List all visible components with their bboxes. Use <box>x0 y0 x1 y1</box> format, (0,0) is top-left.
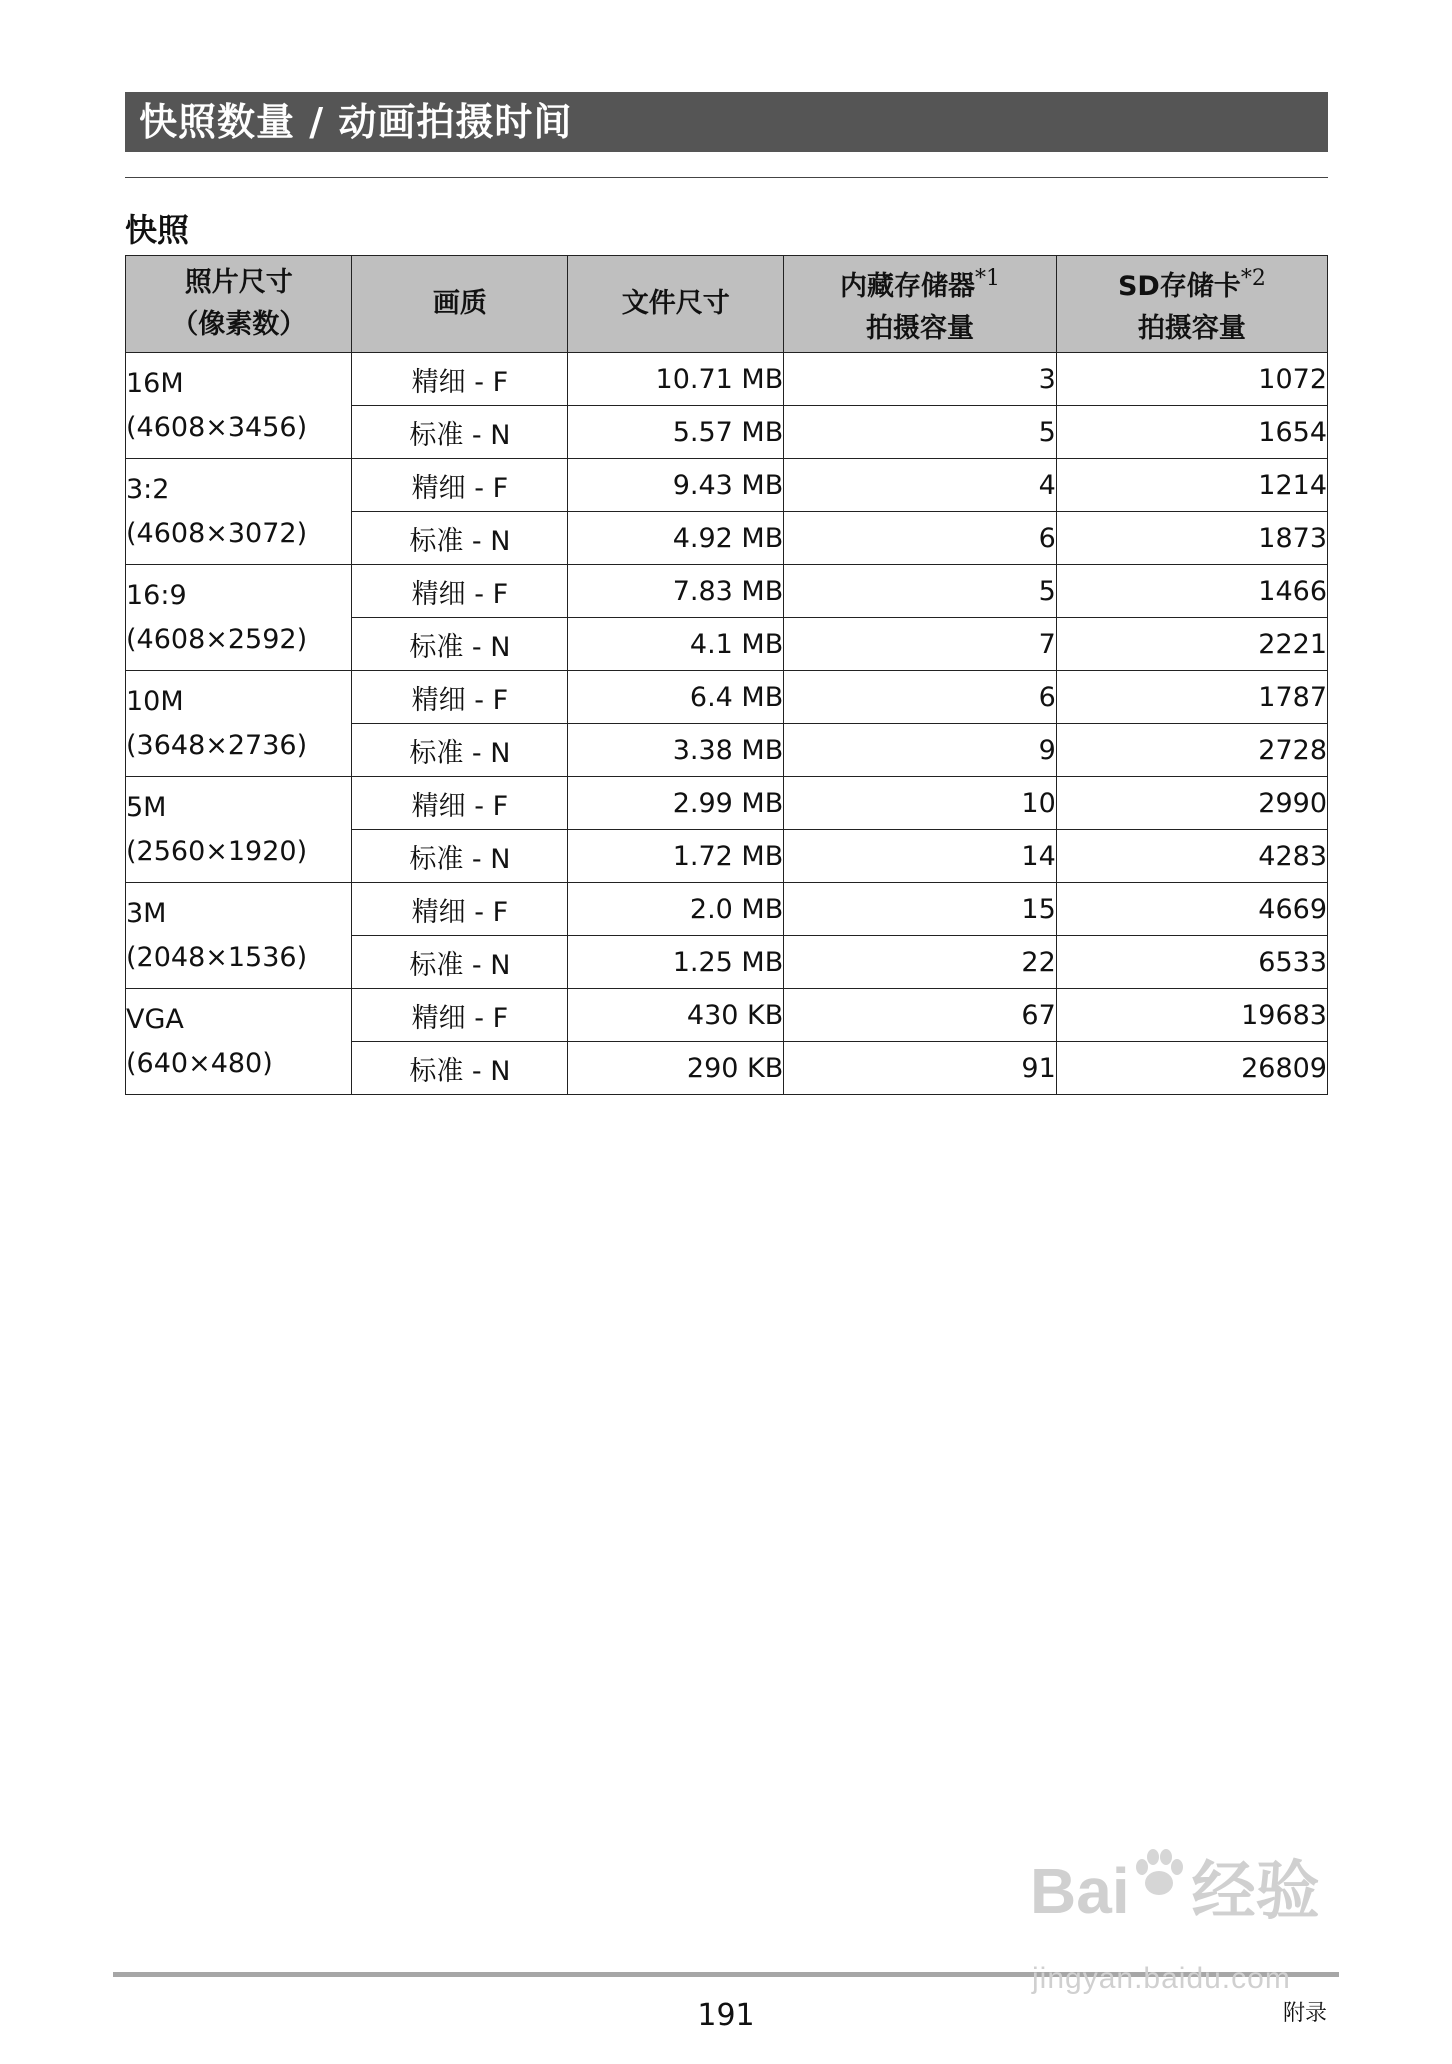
watermark-brand-suffix: 经验 <box>1191 1855 1320 1927</box>
sd-capacity-cell: 1787 <box>1056 671 1327 724</box>
image-size-cell <box>126 565 352 671</box>
page-title: 快照数量 / 动画拍摄时间 <box>125 92 1328 152</box>
sd-capacity-cell: 2221 <box>1056 618 1327 671</box>
quality-cell: 精细 - F <box>352 353 568 406</box>
table-row <box>126 883 1328 936</box>
file-size-cell: 4.1 MB <box>568 618 784 671</box>
sd-capacity-cell: 26809 <box>1056 1042 1327 1095</box>
internal-capacity-cell: 14 <box>784 830 1057 883</box>
header-sd-card <box>1056 256 1327 353</box>
internal-capacity-cell: 22 <box>784 936 1057 989</box>
paw-icon <box>1130 1845 1188 1903</box>
header-internal-memory <box>784 256 1057 353</box>
quality-cell: 标准 - N <box>352 618 568 671</box>
file-size-cell: 1.72 MB <box>568 830 784 883</box>
quality-cell: 精细 - F <box>352 671 568 724</box>
file-size-cell: 4.92 MB <box>568 512 784 565</box>
header-sd-line2: 拍摄容量 <box>1137 313 1246 344</box>
snapshot-capacity-table <box>125 255 1328 1095</box>
watermark-url: jingyan.baidu.com <box>1032 1962 1291 1995</box>
table-row <box>126 459 1328 512</box>
header-image-size <box>126 256 352 353</box>
sd-capacity-cell: 2728 <box>1056 724 1327 777</box>
image-size-pixels: (3648×2736) <box>126 729 308 761</box>
image-size-name: 16M <box>126 367 184 399</box>
file-size-cell: 2.0 MB <box>568 883 784 936</box>
image-size-pixels: (2048×1536) <box>126 941 308 973</box>
table-header-row <box>126 256 1328 353</box>
image-size-name: 5M <box>126 791 167 823</box>
file-size-cell: 6.4 MB <box>568 671 784 724</box>
header-internal-line1: 内藏存储器 <box>840 271 975 302</box>
quality-cell: 标准 - N <box>352 512 568 565</box>
image-size-name: 16:9 <box>126 579 187 611</box>
quality-cell: 精细 - F <box>352 883 568 936</box>
quality-cell: 标准 - N <box>352 936 568 989</box>
image-size-cell <box>126 353 352 459</box>
image-size-name: 3M <box>126 897 167 929</box>
sd-capacity-cell: 4669 <box>1056 883 1327 936</box>
image-size-cell <box>126 777 352 883</box>
footnote-marker-2: *2 <box>1240 266 1266 291</box>
quality-cell: 标准 - N <box>352 830 568 883</box>
internal-capacity-cell: 9 <box>784 724 1057 777</box>
table-row <box>126 353 1328 406</box>
header-quality: 画质 <box>352 256 568 353</box>
internal-capacity-cell: 3 <box>784 353 1057 406</box>
image-size-pixels: (2560×1920) <box>126 835 308 867</box>
file-size-cell: 5.57 MB <box>568 406 784 459</box>
header-sd-line1: SD存储卡 <box>1117 271 1241 302</box>
internal-capacity-cell: 5 <box>784 406 1057 459</box>
image-size-cell <box>126 883 352 989</box>
image-size-cell <box>126 459 352 565</box>
footer-section-label: 附录 <box>1283 2001 1328 2026</box>
watermark-brand: Bai <box>1030 1855 1130 1927</box>
title-divider <box>125 177 1328 178</box>
image-size-name: 10M <box>126 685 184 717</box>
file-size-cell: 10.71 MB <box>568 353 784 406</box>
table-row <box>126 777 1328 830</box>
internal-capacity-cell: 7 <box>784 618 1057 671</box>
file-size-cell: 3.38 MB <box>568 724 784 777</box>
image-size-cell <box>126 989 352 1095</box>
quality-cell: 精细 - F <box>352 989 568 1042</box>
image-size-cell <box>126 671 352 777</box>
internal-capacity-cell: 10 <box>784 777 1057 830</box>
image-size-pixels: (4608×2592) <box>126 623 308 655</box>
footnote-marker-1: *1 <box>975 266 1000 291</box>
internal-capacity-cell: 91 <box>784 1042 1057 1095</box>
sd-capacity-cell: 1654 <box>1056 406 1327 459</box>
quality-cell: 标准 - N <box>352 724 568 777</box>
file-size-cell: 430 KB <box>568 989 784 1042</box>
file-size-cell: 2.99 MB <box>568 777 784 830</box>
image-size-pixels: (640×480) <box>126 1047 273 1079</box>
quality-cell: 标准 - N <box>352 1042 568 1095</box>
file-size-cell: 9.43 MB <box>568 459 784 512</box>
table-row <box>126 989 1328 1042</box>
internal-capacity-cell: 6 <box>784 671 1057 724</box>
quality-cell: 精细 - F <box>352 565 568 618</box>
section-heading: 快照 <box>125 211 190 249</box>
quality-cell: 精细 - F <box>352 459 568 512</box>
table-row <box>126 565 1328 618</box>
sd-capacity-cell: 1873 <box>1056 512 1327 565</box>
sd-capacity-cell: 4283 <box>1056 830 1327 883</box>
image-size-name: VGA <box>126 1003 184 1035</box>
file-size-cell: 7.83 MB <box>568 565 784 618</box>
internal-capacity-cell: 6 <box>784 512 1057 565</box>
image-size-pixels: (4608×3456) <box>126 411 308 443</box>
sd-capacity-cell: 1072 <box>1056 353 1327 406</box>
image-size-name: 3:2 <box>126 473 170 505</box>
header-file-size: 文件尺寸 <box>568 256 784 353</box>
internal-capacity-cell: 5 <box>784 565 1057 618</box>
image-size-pixels: (4608×3072) <box>126 517 308 549</box>
internal-capacity-cell: 4 <box>784 459 1057 512</box>
internal-capacity-cell: 67 <box>784 989 1057 1042</box>
page-number: 191 <box>697 1998 755 2033</box>
header-internal-line2: 拍摄容量 <box>866 313 974 344</box>
quality-cell: 精细 - F <box>352 777 568 830</box>
sd-capacity-cell: 1466 <box>1056 565 1327 618</box>
sd-capacity-cell: 19683 <box>1056 989 1327 1042</box>
sd-capacity-cell: 2990 <box>1056 777 1327 830</box>
quality-cell: 标准 - N <box>352 406 568 459</box>
header-image-size-line2: （像素数） <box>171 309 307 340</box>
sd-capacity-cell: 1214 <box>1056 459 1327 512</box>
internal-capacity-cell: 15 <box>784 883 1057 936</box>
file-size-cell: 1.25 MB <box>568 936 784 989</box>
file-size-cell: 290 KB <box>568 1042 784 1095</box>
sd-capacity-cell: 6533 <box>1056 936 1327 989</box>
header-image-size-line1: 照片尺寸 <box>184 267 293 298</box>
table-row <box>126 671 1328 724</box>
